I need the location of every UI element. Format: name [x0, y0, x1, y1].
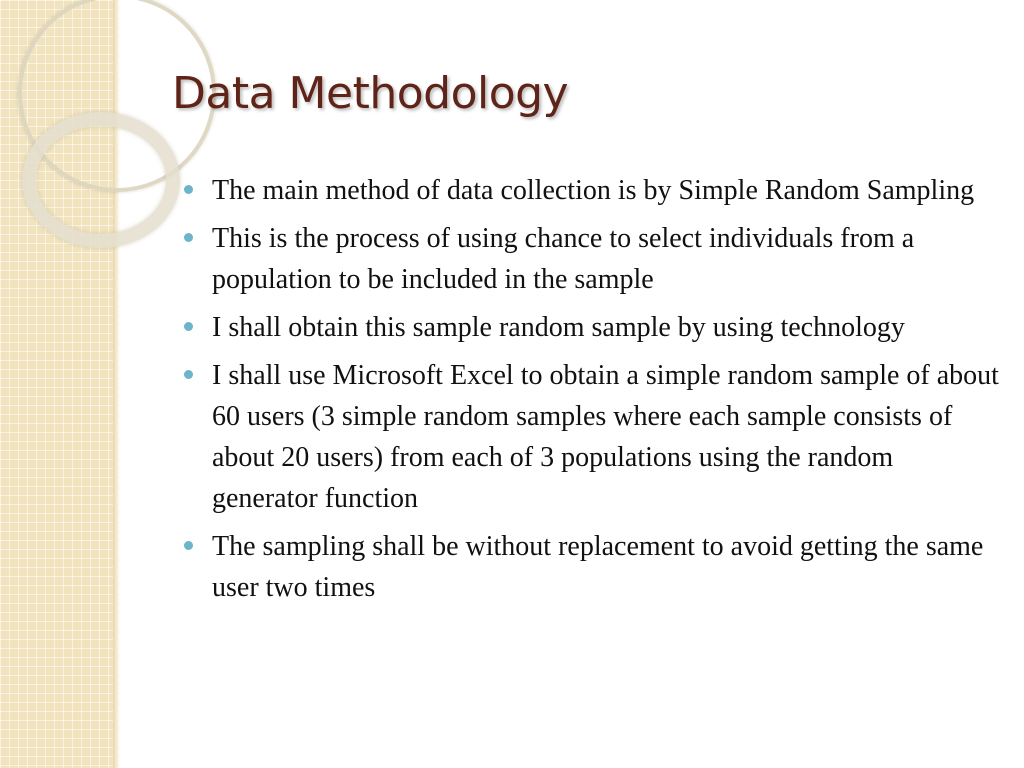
bullet-text: I shall use Microsoft Excel to obtain a simple random sample of about 60 users (3 simple random samples where each sample consists of about 20 users) from each of 3 populations using the random generator function: [212, 360, 999, 514]
bullet-text: This is the process of using chance to select individuals from a population to be included in the sample: [212, 223, 915, 295]
decorative-ring-small: [22, 112, 180, 248]
bullet-text: The main method of data collection is by Simple Random Sampling: [212, 175, 975, 206]
bullet-dot-icon: [184, 370, 193, 379]
bullet-text: I shall obtain this sample random sample by using technology: [212, 312, 905, 343]
bullet-item: [184, 526, 1004, 608]
bullet-text: The sampling shall be without replacement to avoid getting the same user two times: [212, 531, 984, 603]
bullet-item: [184, 307, 1004, 348]
bullet-dot-icon: [184, 541, 193, 550]
slide-title: Data Methodology: [172, 68, 569, 119]
bullet-item: [184, 170, 1004, 211]
bullet-dot-icon: [184, 185, 193, 194]
bullet-list: [184, 170, 1004, 615]
bullet-dot-icon: [184, 322, 193, 331]
bullet-dot-icon: [184, 233, 193, 242]
bullet-item: [184, 355, 1004, 519]
bullet-item: [184, 218, 1004, 300]
